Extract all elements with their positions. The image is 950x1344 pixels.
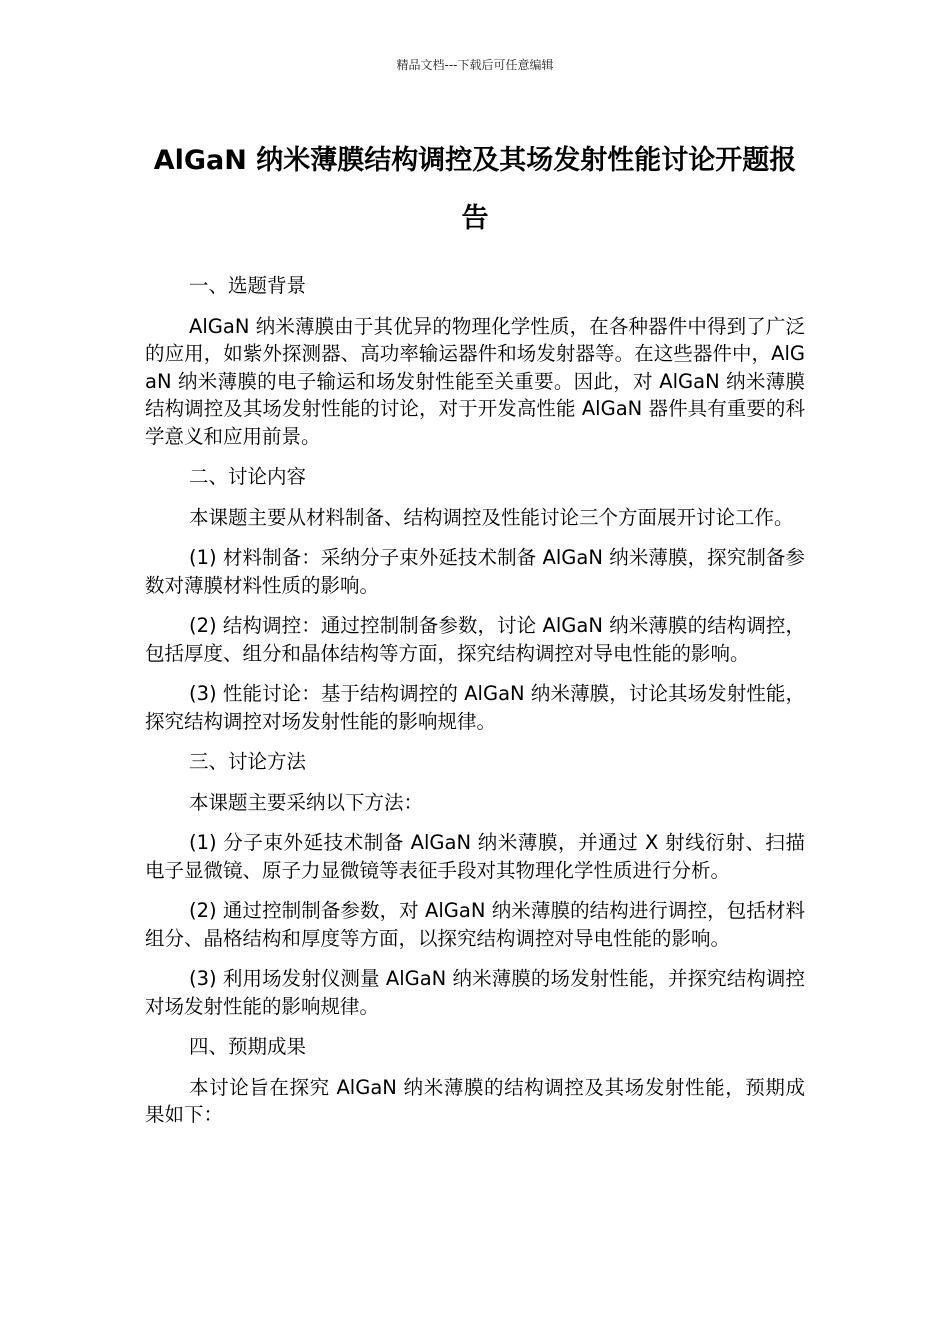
header-note: 精品文档---下载后可任意编辑 [396,58,554,72]
section-heading-content: 二、讨论内容 [189,465,307,488]
paragraph: (3) 利用场发射仪测量 AlGaN 纳米薄膜的场发射性能，并探究结构调控对场发射性能的影响规律。 [145,967,805,1018]
paragraph: (2) 结构调控：通过控制制备参数，讨论 AlGaN 纳米薄膜的结构调控，包括厚度、组分和晶体结构等方面，探究结构调控对导电性能的影响。 [145,614,805,665]
paragraph: AlGaN 纳米薄膜由于其优异的物理化学性质，在各种器件中得到了广泛的应用，如紫外探测器、高功率输运器件和场发射器等。在这些器件中，AlGaN 纳米薄膜的电子输运和场发射性能至关重要。因此，对 AlGaN 纳米薄膜结构调控及其场发射性能的讨论，对于开发高性能 AlGaN 器件具有重要的科学意义和应用前景。 [145,314,805,448]
paragraph: (3) 性能讨论：基于结构调控的 AlGaN 纳米薄膜，讨论其场发射性能，探究结构调控对场发射性能的影响规律。 [145,682,805,733]
document-title: AlGaN 纳米薄膜结构调控及其场发射性能讨论开题报告 [153,145,797,234]
section-heading-methods: 三、讨论方法 [189,750,307,773]
paragraph: (1) 分子束外延技术制备 AlGaN 纳米薄膜，并通过 X 射线衍射、扫描电子显微镜、原子力显微镜等表征手段对其物理化学性质进行分析。 [145,831,805,882]
section-heading-background: 一、选题背景 [189,274,307,297]
document-body [145,272,805,1142]
section-heading-outcomes: 四、预期成果 [189,1035,307,1058]
paragraph: (2) 通过控制制备参数，对 AlGaN 纳米薄膜的结构进行调控，包括材料组分、晶格结构和厚度等方面，以探究结构调控对导电性能的影响。 [145,899,805,950]
paragraph: 本课题主要采纳以下方法： [189,790,424,814]
paragraph: 本课题主要从材料制备、结构调控及性能讨论三个方面展开讨论工作。 [189,505,794,529]
paragraph: (1) 材料制备：采纳分子束外延技术制备 AlGaN 纳米薄膜，探究制备参数对薄膜材料性质的影响。 [145,546,805,597]
paragraph: 本讨论旨在探究 AlGaN 纳米薄膜的结构调控及其场发射性能，预期成果如下： [145,1075,805,1126]
